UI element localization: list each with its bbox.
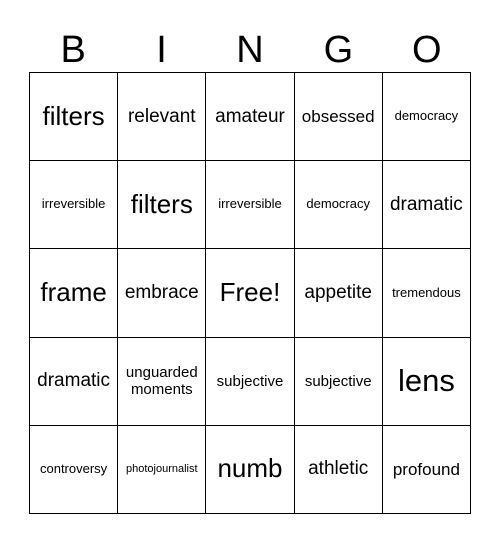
bingo-cell: photojournalist [118, 426, 206, 514]
bingo-cell: filters [118, 161, 206, 249]
header-letter-n: N [236, 29, 264, 71]
header-letter-g: G [323, 29, 354, 71]
bingo-cell: tremendous [383, 249, 471, 337]
bingo-cell: appetite [295, 249, 383, 337]
bingo-cell: lens [383, 338, 471, 426]
bingo-board [29, 72, 471, 514]
free-space-cell: Free! [206, 249, 294, 337]
bingo-cell: dramatic [30, 338, 118, 426]
bingo-cell: subjective [206, 338, 294, 426]
bingo-cell: unguarded moments [118, 338, 206, 426]
bingo-cell: dramatic [383, 161, 471, 249]
bingo-cell: embrace [118, 249, 206, 337]
bingo-cell: controversy [30, 426, 118, 514]
header-letter-o: O [411, 29, 442, 71]
bingo-cell: obsessed [295, 73, 383, 161]
bingo-cell: irreversible [30, 161, 118, 249]
bingo-cell: democracy [383, 73, 471, 161]
bingo-header [29, 28, 471, 72]
bingo-cell: profound [383, 426, 471, 514]
bingo-cell: subjective [295, 338, 383, 426]
bingo-cell: amateur [206, 73, 294, 161]
header-letter-b: B [60, 29, 86, 71]
bingo-cell: numb [206, 426, 294, 514]
bingo-cell: frame [30, 249, 118, 337]
bingo-cell: irreversible [206, 161, 294, 249]
bingo-cell: athletic [295, 426, 383, 514]
bingo-cell: relevant [118, 73, 206, 161]
header-letter-i: I [156, 29, 167, 71]
bingo-cell: filters [30, 73, 118, 161]
bingo-cell: democracy [295, 161, 383, 249]
